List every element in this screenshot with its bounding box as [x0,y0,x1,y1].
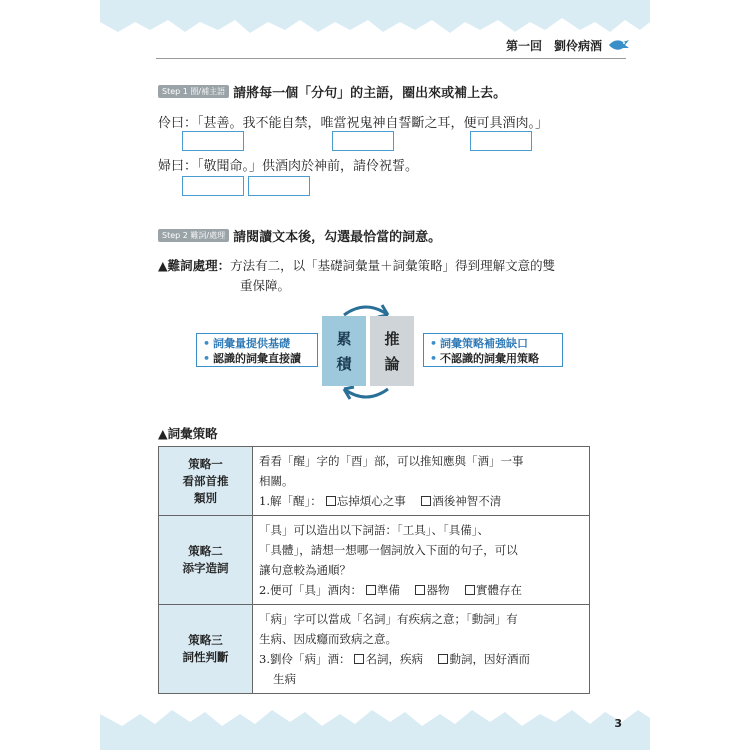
step1-instruction: 請將每一個「分句」的主語，圈出來或補上去。 [233,86,507,101]
option-label-cont: 生病 [273,672,296,686]
strategy-text: 相關。 [259,474,294,488]
strategy-desc: 類別 [194,490,217,505]
option-label: 實體存在 [475,583,522,597]
table-row [159,605,590,694]
infer-block [370,316,414,386]
checkbox[interactable] [354,654,364,664]
strategy-text: 「具」可以造出以下詞語：「工具」、「具備」、 [259,523,489,537]
strategy-text: 讓句意較為通順？ [259,563,351,577]
bottom-wave-banner [100,700,650,750]
subject-blank-3[interactable] [470,131,532,151]
strategy-name: 策略三 [188,633,223,647]
strategy-name: 策略二 [188,544,223,558]
strategy-head [159,447,253,516]
chapter-header [506,36,630,54]
page [100,0,650,750]
question-text: 3.劉伶「病」酒： [259,652,351,666]
table-row [159,447,590,516]
vocab-strategy-item: 詞彙策略補強缺口 [440,337,529,350]
vocab-strategy-item: 不認識的詞彙用策略 [440,352,540,365]
checkbox[interactable] [415,585,425,595]
table-row [159,516,590,605]
strategy-content [253,516,590,605]
step2-instruction: 請閱讀文本後，勾選最恰當的詞意。 [233,230,442,245]
accumulate-block [322,316,366,386]
checkbox[interactable] [438,654,448,664]
strategy-desc: 看部首推 [182,473,229,488]
vocab-base-box: • 詞彙量提供基礎 • 認識的詞彙直接讀 [196,333,318,367]
question [259,491,583,511]
strategy-name: 策略一 [188,456,223,471]
checkbox[interactable] [421,496,431,506]
bird-icon [608,36,630,54]
step1-badge: Step 1 圈/補主語 [158,85,229,98]
strategy-content [253,605,590,694]
question-text: 2.便可「具」酒肉： [259,583,362,597]
page-number: 3 [614,717,622,730]
option-label: 忘掉煩心之事 [336,494,406,508]
strategy-text: 「病」字可以當成「名詞」有疾病之意；「動詞」有 [259,612,518,626]
infer-char: 論 [384,355,400,373]
vocab-base-item: 詞彙量提供基礎 [213,337,291,350]
strategy-desc: 詞性判斷 [182,650,229,664]
header-rule [156,58,626,59]
checkbox[interactable] [366,585,376,595]
infer-char: 推 [384,330,400,348]
dialogue-line-2: 婦曰：「敬聞命。」供酒肉於神前，請伶祝誓。 [158,159,419,174]
accumulate-char: 累 [336,330,352,348]
option-label: 準備 [376,583,400,597]
question [259,649,583,669]
checkbox[interactable] [465,585,475,595]
step2-badge: Step 2 難詞/處理 [158,229,229,242]
step1-heading [158,82,506,101]
option-label: 動詞，因好酒而 [449,652,530,666]
top-wave-banner [100,0,650,40]
vocab-base-item: 認識的詞彙直接讀 [213,352,302,365]
subject-blank-5[interactable] [248,176,310,196]
strategy-section-title: ▲詞彙策略 [158,426,218,441]
question [259,580,583,600]
subject-blank-1[interactable] [182,131,244,151]
option-label: 酒後神智不清 [432,494,502,508]
strategy-content [253,447,590,516]
strategy-text: 生病、因成癮而致病之意。 [259,632,397,646]
strategy-text: 看看「醒」字的「酉」部，可以推知應與「酒」一事 [259,454,524,468]
option-label: 器物 [426,583,450,597]
chapter-title: 第一回 劉伶病酒 [505,38,602,53]
difficult-words-text-cont: 重保障。 [240,278,291,293]
subject-blank-4[interactable] [182,176,244,196]
checkbox[interactable] [326,496,336,506]
subject-blank-2[interactable] [332,131,394,151]
dialogue-line-1: 伶曰：「甚善。我不能自禁，唯當祝鬼神自誓斷之耳，便可具酒肉。」 [158,116,549,131]
vocab-strategy-box: • 詞彙策略補強缺口 • 不認識的詞彙用策略 [423,333,563,367]
question-text: 1.解「醒」： [259,494,322,508]
strategy-text: 「具體」，請想一想哪一個詞放入下面的句子，可以 [259,543,518,557]
strategy-desc: 添字造詞 [182,561,229,575]
step2-heading [158,226,441,245]
strategy-head [159,516,253,605]
accumulate-char: 積 [336,355,352,373]
difficult-words-title: ▲難詞處理： [158,258,231,273]
difficult-words-text: 方法有二，以「基礎詞彙量＋詞彙策略」得到理解文意的雙 [230,258,556,273]
strategy-table [158,446,590,694]
difficult-words-line [158,256,555,274]
option-label: 名詞，疾病 [365,652,423,666]
strategy-head [159,605,253,694]
